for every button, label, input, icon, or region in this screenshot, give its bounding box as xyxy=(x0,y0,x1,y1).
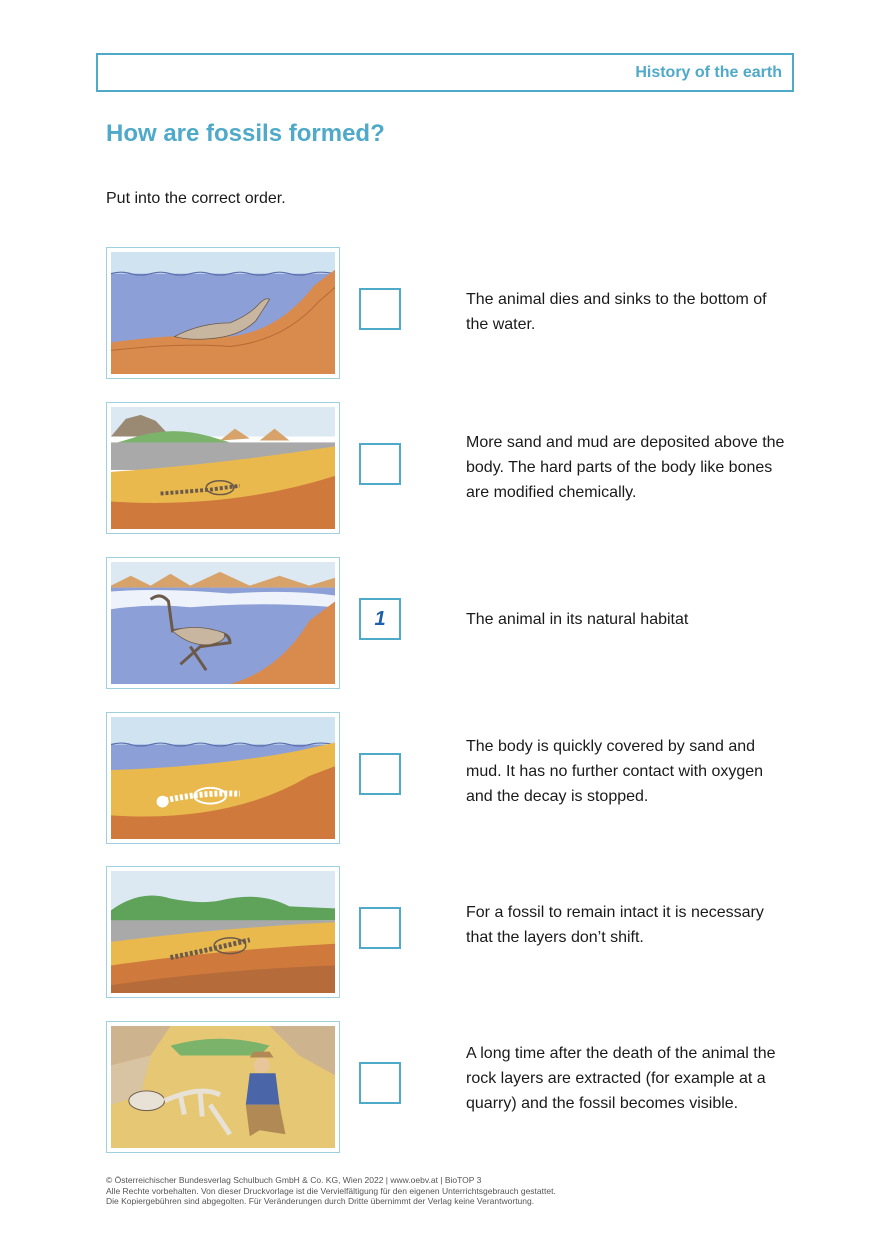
step-row-1 xyxy=(106,247,796,381)
step-text: More sand and mud are deposited above the body. The hard parts of the body like bones are modified chemically. xyxy=(466,434,785,501)
step-text: A long time after the death of the animal the rock layers are extracted (for example at a quarry) and the fossil becomes visible. xyxy=(466,1045,776,1112)
step-text: For a fossil to remain intact it is necessary that the layers don’t shift. xyxy=(466,904,764,946)
answer-box[interactable] xyxy=(359,1062,401,1104)
footer-disclaimer: Die Kopiergebühren sind abgegolten. Für Veränderungen durch Dritte übernimmt der Verlag keine Verantwortung. xyxy=(106,1196,535,1206)
footer-copyright: © Österreichischer Bundesverlag Schulbuch GmbH & Co. KG, Wien 2022 | www.oebv.at | BioTOP 3 xyxy=(106,1175,482,1185)
step-text: The body is quickly covered by sand and mud. It has no further contact with oxygen and the decay is stopped. xyxy=(466,738,764,805)
illustration-sinking-animal xyxy=(106,247,340,379)
step-row-5 xyxy=(106,866,796,1000)
footer xyxy=(106,1175,556,1207)
section-title: History of the earth xyxy=(635,64,782,81)
step-row-4 xyxy=(106,712,796,846)
step-text: The animal dies and sinks to the bottom of the water. xyxy=(466,291,767,333)
step-row-6 xyxy=(106,1021,796,1155)
illustration-stable-layers xyxy=(106,866,340,998)
illustration-fossil-excavation xyxy=(106,1021,340,1153)
answer-box[interactable] xyxy=(359,753,401,795)
illustration-natural-habitat xyxy=(106,557,340,689)
step-row-3 xyxy=(106,557,796,691)
step-row-2 xyxy=(106,402,796,536)
footer-rights: Alle Rechte vorbehalten. Von dieser Druckvorlage ist die Vervielfältigung für den eigenen Unterrichtsgebrauch gestattet. xyxy=(106,1185,556,1196)
step-text: The animal in its natural habitat xyxy=(466,611,689,628)
page-title: How are fossils formed? xyxy=(106,120,385,147)
answer-box[interactable] xyxy=(359,443,401,485)
header-box xyxy=(96,53,794,92)
illustration-layers-deposited xyxy=(106,402,340,534)
answer-box[interactable]: 1 xyxy=(359,598,401,640)
instruction: Put into the correct order. xyxy=(106,190,286,207)
answer-box[interactable] xyxy=(359,288,401,330)
answer-box[interactable] xyxy=(359,907,401,949)
illustration-body-covered xyxy=(106,712,340,844)
